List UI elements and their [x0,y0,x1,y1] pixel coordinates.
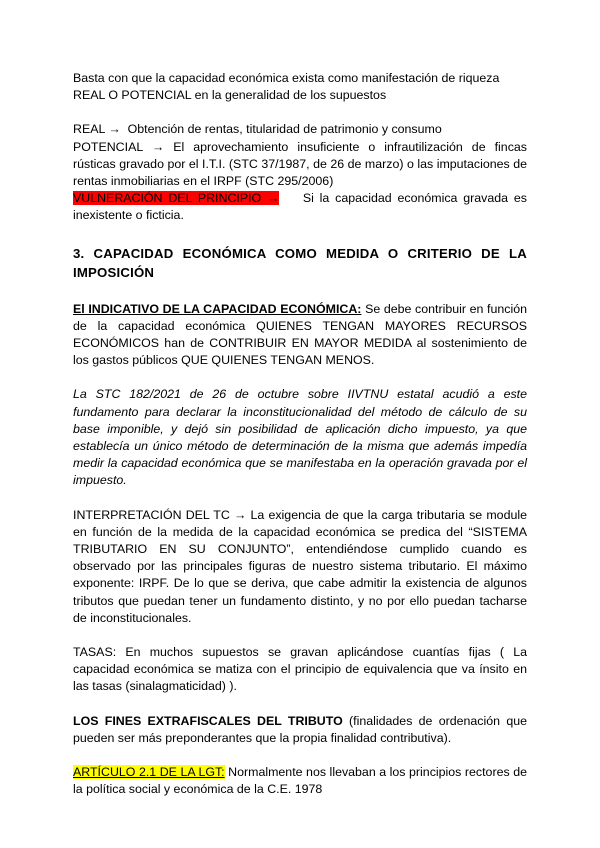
fines-label: LOS FINES EXTRAFISCALES DEL TRIBUTO [73,713,343,728]
paragraph-fines-extrafiscales [73,713,527,747]
paragraph-potencial [73,139,527,191]
paragraph-real [73,121,527,138]
arrow-icon: → [151,139,165,154]
indicativo-text: Se debe contribuir en función de la capacidad económica QUIENES TENGAN MAYORES RECURSOS ECONÓMICOS han de CONTRIBUIR EN MAYOR MEDIDA al sostenimiento de los gastos públicos QUE QUIENES TENGAN MENOS. [73,301,528,368]
paragraph-vulneracion [73,190,527,224]
articulo-text: Normalmente nos llevaban a los principios rectores de la política social y económica de la C.E. 1978 [73,765,527,797]
arrow-icon: → [108,122,121,137]
paragraph-tasas: TASAS: En muchos supuestos se gravan aplicándose cuantías fijas ( La capacidad económica se matiza con el principio de equivalencia que va ínsito en las tasas (sinalagmaticidad) ). [73,645,527,694]
paragraph-articulo-lgt [73,764,527,798]
real-text: Obtención de rentas, titularidad de patrimonio y consumo [127,122,442,137]
potencial-label: POTENCIAL [73,139,143,154]
indicativo-label: El INDICATIVO DE LA CAPACIDAD ECONÓMICA: [73,301,362,316]
vulneracion-text: Si la capacidad económica gravada es inexistente o ficticia. [73,191,527,223]
document-page [73,70,527,799]
potencial-text: El aprovechamiento insuficiente o infrautilización de fincas rústicas gravado por el I.T.I. (STC 37/1987, de 26 de marzo) o las imputaciones de rentas inmobiliarias en el IRPF (STC 295/2006) [73,139,527,189]
vulneracion-label-highlight: VULNERACIÓN DEL PRINCIPIO → [73,191,280,206]
paragraph-interpretacion-tc: INTERPRETACIÓN DEL TC → La exigencia de que la carga tributaria se module en función de la medida de la capacidad económica se predica del “SISTEMA TRIBUTARIO EN SU CONJUNTO”, entendiéndose cumplido cuando es observado por las principales figuras de nuestro sistema tributario. El máximo exponente: IRPF. De lo que se deriva, que cabe admitir la existencia de algunos tributos que puedan tener un fundamento distinto, y no por ello puedan tacharse de inconstitucionales. [73,507,527,625]
fines-text: (finalidades de ordenación que pueden ser más preponderantes que la propia finalidad contributiva). [73,713,527,745]
paragraph-indicativo [73,301,527,370]
section-3-heading: 3. CAPACIDAD ECONÓMICA COMO MEDIDA O CRITERIO DE LA IMPOSICIÓN [73,245,527,280]
paragraph-real-potencial-intro: Basta con que la capacidad económica exista como manifestación de riqueza REAL O POTENCIAL en la generalidad de los supuestos [73,71,500,103]
articulo-label-highlight: ARTÍCULO 2.1 DE LA LGT: [73,765,225,780]
paragraph-stc-2021: La STC 182/2021 de 26 de octubre sobre IIVTNU estatal acudió a este fundamento para declarar la inconstitucionalidad del método de cálculo de su base imponible, y dejó sin posibilidad de aplicación dicho impuesto, ya que establecía un único método de determinación de la misma que además impedía medir la capacidad económica que se manifestaba en la operación gravada por el impuesto. [73,387,527,488]
real-label: REAL [73,122,105,137]
